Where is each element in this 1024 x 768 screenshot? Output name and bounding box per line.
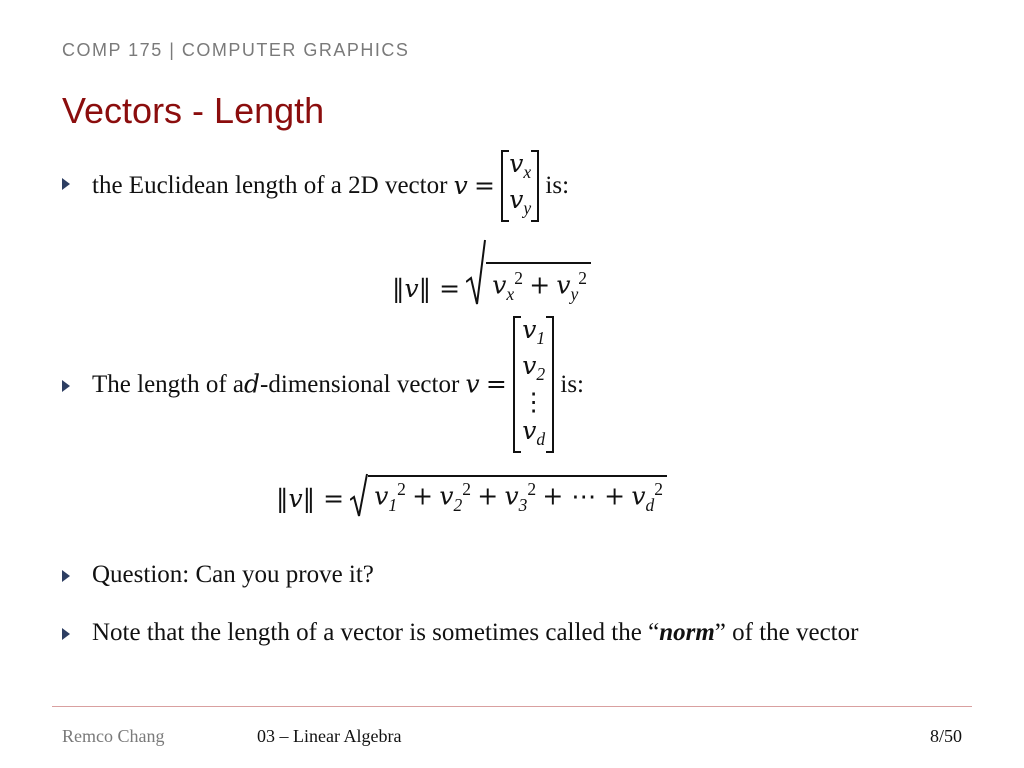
matrix-entry: $v_y$ bbox=[509, 185, 532, 219]
bullet-arrow-icon bbox=[62, 178, 70, 190]
bullet-text: Question: Can you prove it? bbox=[92, 561, 374, 588]
bullet-arrow-icon bbox=[62, 380, 70, 392]
bullet-text: -dimensional vector bbox=[260, 370, 460, 398]
bullet-text: The length of a bbox=[92, 370, 245, 398]
page-number: 8/50 bbox=[929, 726, 962, 746]
footer-divider bbox=[52, 706, 972, 707]
equals-sign: = bbox=[474, 171, 495, 201]
matrix-entry: $v_2$ bbox=[522, 351, 546, 385]
square-root: $v_1^2 + v_2^2 + v_3^2$ + ⋯ + $v_d^2$ bbox=[350, 472, 667, 518]
norm-2d-equation bbox=[392, 238, 591, 308]
radical-sign-icon bbox=[350, 472, 368, 518]
bullet-suffix: is: bbox=[560, 370, 584, 398]
bullet-text: Note that the length of a vector is sometimes called the “ bbox=[92, 619, 660, 646]
vector-symbol: v bbox=[465, 369, 480, 399]
matrix-entry: $v_1$ bbox=[522, 315, 546, 349]
bullet-text: ” of the vector bbox=[714, 619, 859, 646]
matrix-entry: $v_x$ bbox=[509, 149, 532, 183]
radical-sign-icon bbox=[466, 238, 486, 308]
vector-2d-matrix bbox=[501, 150, 539, 222]
vector-nd-matrix bbox=[513, 316, 554, 453]
vector-symbol: v bbox=[453, 171, 468, 201]
bullet-arrow-icon bbox=[62, 628, 70, 640]
bullet-norm-note bbox=[62, 618, 982, 682]
bullet-text: the Euclidean length of a 2D vector bbox=[92, 172, 448, 200]
footer-lecture: 03 – Linear Algebra bbox=[257, 726, 402, 746]
bullet-question bbox=[62, 560, 982, 592]
bullet-2d-length bbox=[62, 150, 982, 220]
matrix-entry: ⋮ bbox=[521, 387, 547, 417]
norm-lhs: ‖v‖ = bbox=[392, 273, 461, 303]
equals-sign: = bbox=[485, 369, 507, 399]
footer-author: Remco Chang bbox=[62, 726, 165, 746]
bullet-suffix: is: bbox=[545, 172, 570, 200]
norm-term: norm bbox=[659, 619, 715, 646]
course-label: COMP 175 | COMPUTER GRAPHICS bbox=[62, 40, 410, 60]
matrix-entry: $v_d$ bbox=[522, 416, 546, 450]
norm-nd-equation bbox=[276, 472, 667, 518]
bullet-nd-length bbox=[62, 316, 982, 456]
bullet-arrow-icon bbox=[62, 570, 70, 582]
slide-title: Vectors - Length bbox=[62, 90, 325, 131]
norm-lhs: ‖v‖ = bbox=[276, 483, 345, 513]
square-root: $v_x^2 + v_y^2$ bbox=[466, 238, 591, 308]
dimension-symbol: d bbox=[244, 369, 261, 399]
